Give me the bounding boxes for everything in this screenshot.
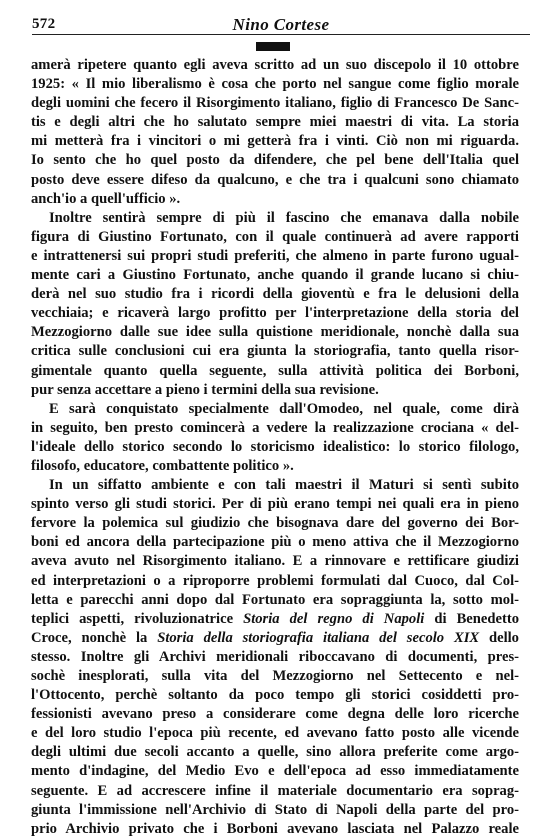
text-line: seguente. E ad accrescere infine il materiale documentario era soprag- (31, 782, 519, 799)
text-line: In un siffatto ambiente e con tali maestri il Maturi si sentì subito (49, 477, 519, 494)
text-line: boni ed ancora della partecipazione più o meno attiva che il Mezzogiorno (31, 534, 519, 551)
text-line: fervore la polemica sul giudizio che bisognava dare del governo dei Bor- (31, 515, 519, 532)
text-line: Io sento che ho quel posto da difendere, che pel bene dell'Italia quel (31, 152, 519, 169)
text-line: aveva avuto nel Risorgimento italiano. E a rinnovare e rettificare giudizi (31, 553, 519, 570)
text-line: filosofo, educatore, combattente politico ». (31, 457, 294, 474)
text-line: figura di Giustino Fortunato, con il quale continuerà ad avere rapporti (31, 228, 519, 245)
text-line: amerà ripetere quanto egli aveva scritto ad un suo discepolo il 10 ottobre (31, 57, 519, 73)
italic-title: Storia del regno di Napoli (243, 610, 425, 627)
text-line: derà nel suo studio fra i ricordi della gioventù e fra le delusioni della (31, 286, 519, 303)
text-line: e intrattenersi sui propri studi preferiti, che almeno in parte furono ugual- (31, 247, 519, 264)
text-line: degli ultimi due secoli accanto a quelle, sino allora preferite come argo- (31, 744, 519, 761)
text-line: mi metterà fra i vincitori o mi getterà fra i vinti. Ciò non mi riguarda. (31, 133, 519, 150)
text-line: l'ideale dello storico secondo lo storicismo idealistico: lo storico filologo, (31, 438, 519, 455)
text-line: fessionisti avevano preso a considerare come degna delle loro ricerche (31, 706, 519, 723)
text-line: mente cari a Giustino Fortunato, anche quando il grande lucano si chiu- (31, 267, 519, 284)
text-line: critica sulle conclusioni cui era giunta la storiografia, tanto quella risor- (31, 343, 519, 360)
text-line: letta e parecchi anni dopo dal Fortunato era sopraggiunta la, sotto mol- (31, 591, 519, 608)
text-line: l'Ottocento, perchè soltanto da poco tempo gli storici cosiddetti pro- (31, 687, 519, 704)
text-line: Inoltre sentirà sempre di più il fascino che emanava dalla nobile (49, 209, 519, 226)
text-line: vecchiaia; e ricaverà largo profitto per l'interpretazione della storia del (31, 305, 519, 322)
text-line: ed interpretazioni o a riproporre problemi formulati dal Cuoco, dal Col- (31, 572, 519, 589)
header-rule (32, 34, 530, 35)
text-line: degli uomini che fecero il Risorgimento italiano, figlio di Francesco De Sanc- (31, 95, 519, 112)
text-line: E sarà conquistato specialmente dall'Omodeo, nel quale, come dirà (49, 400, 519, 417)
page-number: 572 (32, 16, 56, 32)
text-line: mento d'indagine, del Medio Evo e dell'epoca ad esso immediatamente (31, 763, 519, 780)
text-line: in seguito, ben presto comincerà a vedere la realizzazione crociana « del- (31, 419, 519, 436)
text-line: spinto verso gli studi storici. Per di più erano tempi nei quali era in pieno (31, 496, 519, 513)
text-line: pur senza accettare a pieno i termini della sua revisione. (31, 381, 379, 398)
text-line: Croce, nonchè la Storia della storiografia italiana del secolo XIX dello (31, 629, 519, 646)
text-line: teplici aspetti, rivoluzionatrice Storia del regno di Napoli di Benedetto (31, 610, 519, 627)
text-line: giunta l'immissione nell'Archivio di Stato di Napoli della parte del pro- (31, 801, 519, 818)
text-line: gimentale quanto quella seguente, sulla attività politica dei Borboni, (31, 362, 519, 379)
text-line: 1925: « Il mio liberalismo è cosa che porto nel sangue come figlio morale (31, 76, 519, 93)
italic-title: Storia della storiografia italiana del secolo XIX (157, 629, 480, 646)
page-header (32, 8, 530, 32)
text-line: sochè inesplorati, sulla vita del Mezzogiorno nel Settecento e nel- (31, 668, 519, 684)
text-line: stesso. Inoltre gli Archivi meridionali riboccavano di documenti, pres- (31, 648, 519, 665)
text-line: tis e degli altri che ho salutato sempre miei maestri di vita. La storia (31, 114, 519, 131)
text-line: anch'io a quell'ufficio ». (31, 190, 181, 207)
running-head: Nino Cortese (232, 15, 330, 34)
ink-mark (256, 42, 290, 51)
text-line: e del loro studio l'epoca più recente, ed avevano fatto posto alle vicende (31, 725, 519, 742)
text-line: prio Archivio privato che i Borboni avevano lasciata nel Palazzo reale (31, 820, 519, 837)
text-line: Mezzogiorno dalle sue idee sulla quistione meridionale, nonchè dalla sua (31, 324, 519, 341)
body-text (31, 56, 519, 839)
text-line: posto deve essere difeso da qualcuno, e che tra i qualcuni sono chiamato (31, 171, 519, 188)
